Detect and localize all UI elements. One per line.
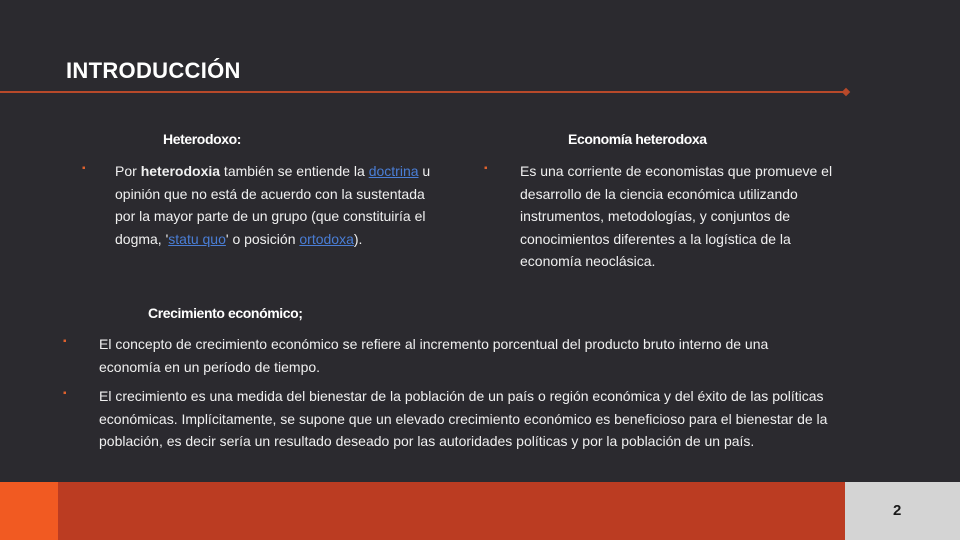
heterodoxo-heading: Heterodoxo: xyxy=(163,131,242,147)
heterodoxo-paragraph: Por heterodoxia también se entiende la doctrina u opinión que no está de acuerdo con la sustentada por la mayor parte de un grupo (que constituiría el dogma, 'statu quo' o posición ortodoxa). xyxy=(115,163,431,247)
crecimiento-bullet-2: El crecimiento es una medida del bienestar de la población de un país o región económica y del éxito de las políticas económicas. Implícitamente, se supone que un elevado crecimiento económico es beneficioso para el bienestar de la población, es decir sería un resultado deseado por las autoridades políticas y por la población de un país. xyxy=(99,388,828,449)
bullet-marker-icon: ▪ xyxy=(484,163,488,174)
divider-end-marker xyxy=(842,88,850,96)
ortodoxa-link[interactable]: ortodoxa xyxy=(299,230,354,247)
heterodoxia-term: heterodoxia xyxy=(140,163,221,179)
economia-heading: Economía heterodoxa xyxy=(568,131,707,147)
crecimiento-heading: Crecimiento económico; xyxy=(148,305,303,321)
title-divider xyxy=(0,91,846,93)
page-number: 2 xyxy=(893,502,902,519)
bullet-marker-icon: ▪ xyxy=(63,388,67,399)
economia-paragraph: Es una corriente de economistas que promueve el desarrollo de la ciencia económica utilizando instrumentos, metodologías, y conjuntos de conocimientos diferentes a la logística de la economía neoclásica. xyxy=(520,163,833,269)
statu-quo-link[interactable]: statu quo xyxy=(168,230,226,247)
doctrina-link[interactable]: doctrina xyxy=(368,163,419,179)
footer-bar xyxy=(58,482,845,540)
bullet-marker-icon: ▪ xyxy=(82,163,86,174)
footer-page-box xyxy=(845,482,960,540)
bullet-marker-icon: ▪ xyxy=(63,336,67,347)
slide-title: INTRODUCCIÓN xyxy=(66,58,241,83)
footer-accent-block xyxy=(0,482,58,540)
crecimiento-bullet-1: El concepto de crecimiento económico se refiere al incremento porcentual del producto bruto interno de una economía en un período de tiempo. xyxy=(99,336,769,375)
